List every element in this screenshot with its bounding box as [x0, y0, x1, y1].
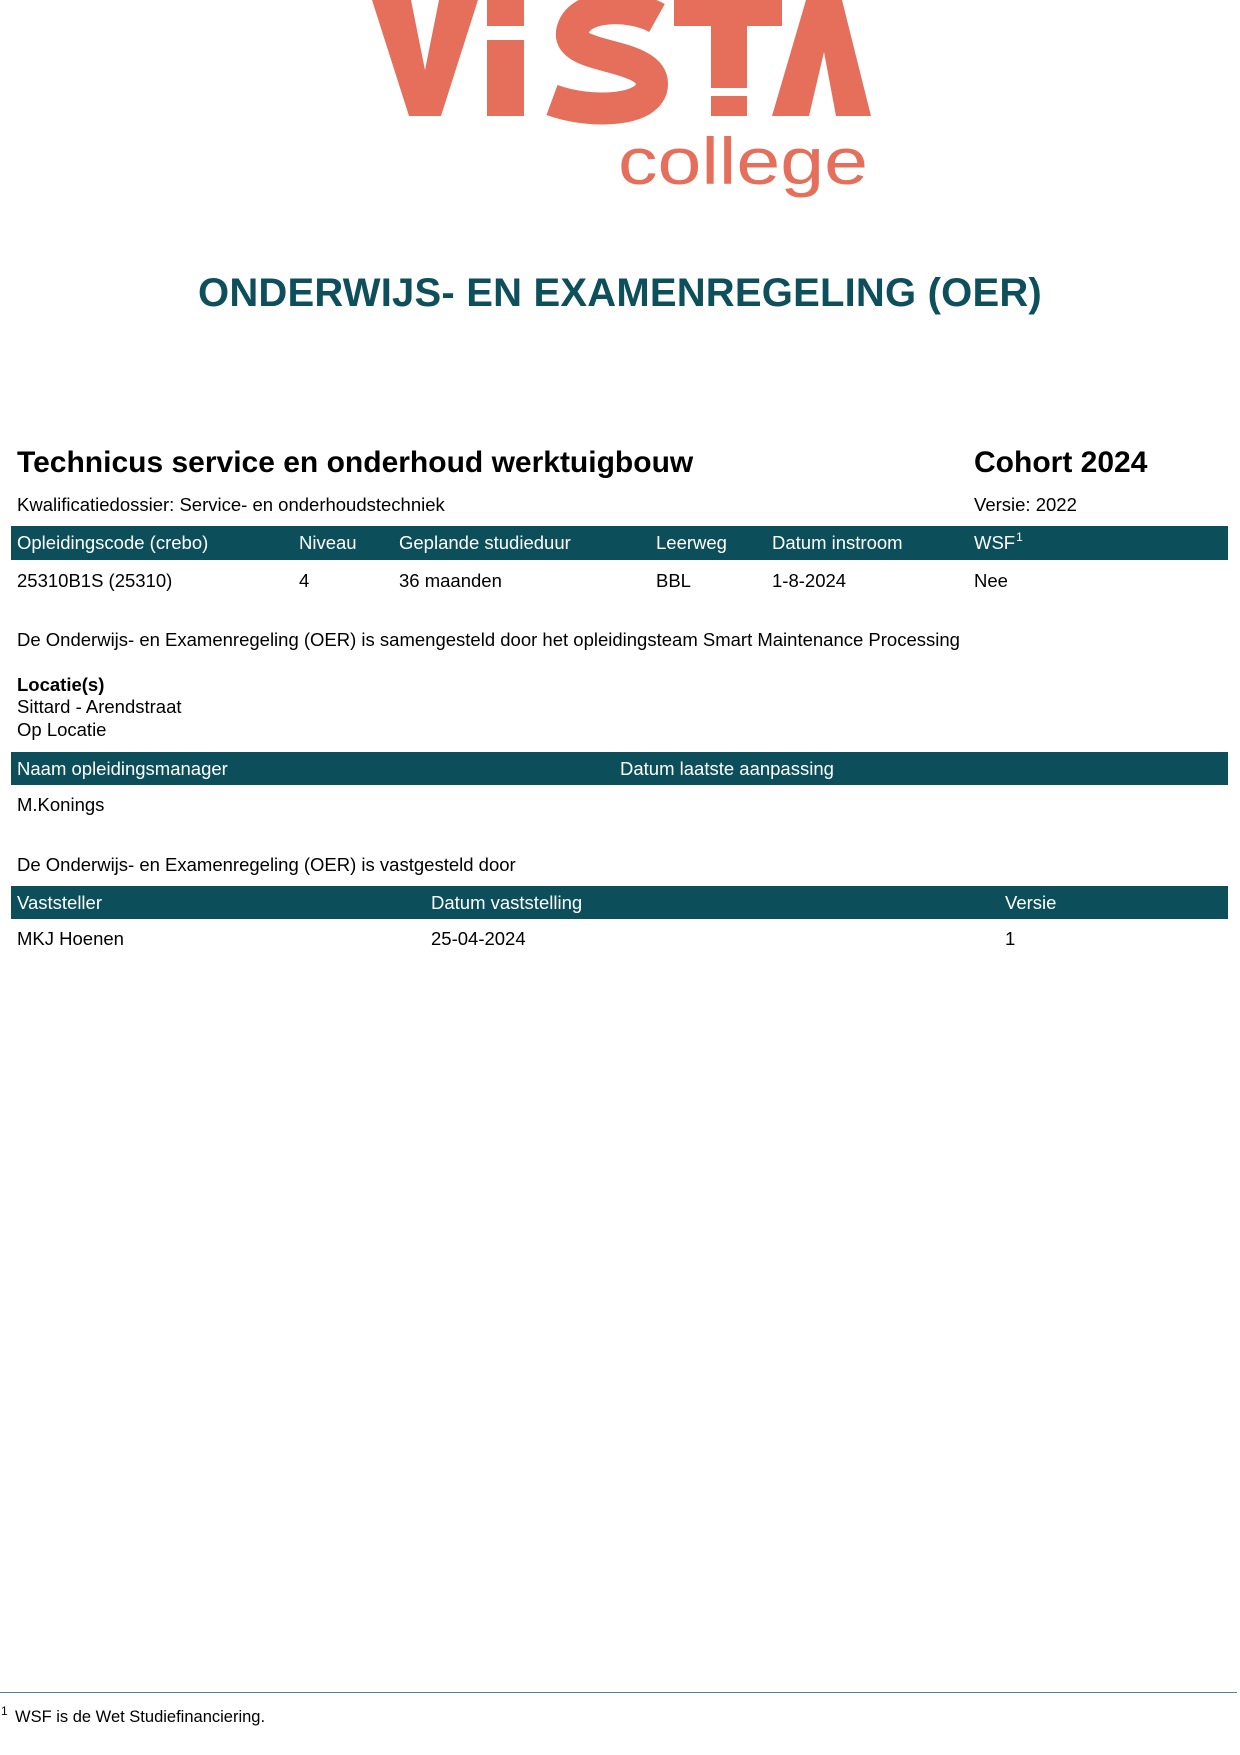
- header-opleidingscode: Opleidingscode (crebo): [17, 532, 209, 553]
- cell-versie: 1: [1005, 928, 1016, 949]
- header-vaststeller: Vaststeller: [17, 892, 102, 913]
- established-statement: De Onderwijs- en Examenregeling (OER) is vastgesteld door: [17, 854, 516, 875]
- footnote-reference: 1: [1016, 530, 1023, 544]
- cell-niveau: 4: [299, 570, 310, 591]
- header-studieduur: Geplande studieduur: [399, 532, 571, 553]
- manager-table-header: [11, 752, 1228, 785]
- program-table-header: [11, 526, 1228, 560]
- cohort-label: Cohort 2024: [974, 446, 1148, 479]
- header-wsf: [974, 526, 1023, 562]
- cell-opleidingsmanager: M.Konings: [17, 794, 105, 815]
- locations-heading: Locatie(s): [17, 674, 105, 695]
- location-item: Sittard - Arendstraat: [17, 696, 182, 717]
- header-niveau: Niveau: [299, 532, 357, 553]
- header-datum-vaststelling: Datum vaststelling: [431, 892, 583, 913]
- cell-datum-vaststelling: 25-04-2024: [431, 928, 526, 949]
- header-opleidingsmanager: Naam opleidingsmanager: [17, 758, 228, 779]
- footnote-mark: 1: [1, 1704, 8, 1718]
- cell-datum-instroom: 1-8-2024: [772, 570, 847, 591]
- cell-wsf: Nee: [974, 570, 1008, 591]
- cell-leerweg: BBL: [656, 570, 691, 591]
- cell-studieduur: 36 maanden: [399, 570, 502, 591]
- header-laatste-aanpassing: Datum laatste aanpassing: [620, 758, 834, 779]
- logo-wordmark: [372, 0, 871, 116]
- document-title: ONDERWIJS- EN EXAMENREGELING (OER): [198, 271, 1042, 315]
- cell-vaststeller: MKJ Hoenen: [17, 928, 124, 949]
- header-versie: Versie: [1005, 892, 1057, 913]
- footnote-divider: [0, 1692, 1237, 1693]
- vista-college-logo: [0, 0, 1240, 210]
- cell-opleidingscode: 25310B1S (25310): [17, 570, 173, 591]
- footnote-text: WSF is de Wet Studiefinanciering.: [15, 1708, 266, 1726]
- composed-statement: De Onderwijs- en Examenregeling (OER) is samengesteld door het opleidingsteam Smart Maintenance Processing: [17, 629, 960, 650]
- header-datum-instroom: Datum instroom: [772, 532, 903, 553]
- approval-table-header: [11, 886, 1228, 919]
- qualification-dossier: Kwalificatiedossier: Service- en onderhoudstechniek: [17, 494, 445, 515]
- version-label: Versie: 2022: [974, 494, 1077, 515]
- header-wsf-label: WSF: [974, 532, 1016, 553]
- program-title: Technicus service en onderhoud werktuigbouw: [17, 446, 694, 479]
- header-leerweg: Leerweg: [656, 532, 727, 553]
- location-item: Op Locatie: [17, 719, 107, 740]
- logo-subline: college: [618, 124, 868, 198]
